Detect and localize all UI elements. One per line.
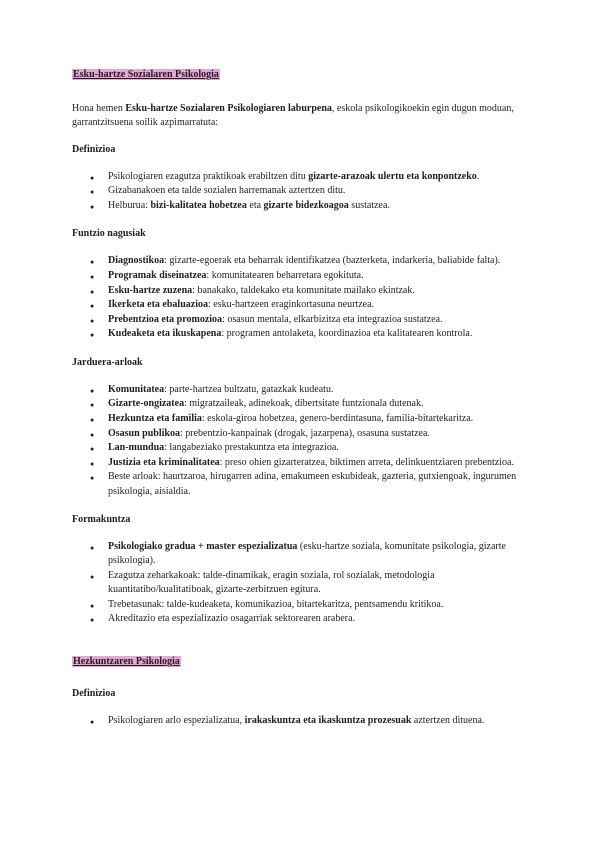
list-item: [72, 412, 532, 426]
text-run: : esku-hartzeen eraginkortasuna neurtzea.: [208, 299, 375, 311]
bold-text: Programak diseinatzea: [108, 270, 207, 281]
list-item: [72, 199, 532, 213]
text-run: Gizabanakoen eta talde sozialen harremanak aztertzen ditu.: [108, 185, 346, 197]
text-run: : komunitatearen beharretara egokituta.: [206, 270, 364, 281]
bullet-icon: ●: [90, 415, 95, 424]
bullet-icon: ●: [90, 430, 95, 439]
bullet-icon: ●: [90, 273, 95, 281]
highlighted-title: Esku-hartze Sozialaren Psikologia: [73, 69, 219, 80]
bullet-icon: ●: [90, 302, 95, 311]
bold-text: Ikerketa eta ebaluazioa: [108, 299, 208, 311]
text-run: : langabeziako prestakuntza eta integrazioa.: [164, 442, 339, 454]
list-item: [72, 456, 532, 470]
text-run: sustatzea.: [348, 200, 390, 211]
bullet-icon: ●: [90, 445, 95, 454]
text-run: aztertzen dituena.: [411, 715, 485, 727]
bullet-icon: ●: [90, 173, 95, 182]
subheading: Jarduera-arloak: [72, 356, 143, 368]
list-item: [72, 327, 532, 341]
text-run: Trebetasunak: talde-kudeaketa, komunikazioa, bitartekaritza, pentsamendu kritikoa.: [108, 598, 444, 610]
bold-text: Justizia eta kriminalitatea: [108, 456, 220, 468]
bullet-list: [72, 254, 532, 341]
section-title: [72, 68, 532, 82]
document-page: [72, 68, 532, 729]
text-run: Beste arloak: haurtzaroa, hirugarren adina, emakumeen eskubideak, gazteria, gutxiengoak, ingurumen psikologia, aisialdia.: [108, 471, 517, 497]
list-item: [72, 427, 532, 441]
text-run: : prebentzio-kanpainak (drogak, jazarpena), osasuna sustatzea.: [180, 427, 430, 439]
subheading: Funtzio nagusiak: [72, 228, 146, 240]
list-item: [72, 540, 532, 568]
bold-text: Gizarte-ongizatea: [108, 398, 185, 410]
text-run: (esku-hartze soziala, komunitate psikologia, gizarte psikologia).: [108, 540, 506, 567]
text-run: : osasun mentala, elkarbizitza eta integrazioa sustatzea.: [222, 313, 443, 325]
text-run: : migratzaileak, adinekoak, dibertsitate funtzionala dutenak.: [184, 398, 424, 410]
list-item: [72, 470, 532, 498]
list-item: [72, 441, 532, 455]
bold-text: gizarte bidezkoagoa: [263, 200, 349, 211]
bold-text: Esku-hartze zuzena: [108, 284, 193, 296]
text-run: : programen antolaketa, koordinazioa eta kalitatearen kontrola.: [221, 328, 473, 340]
bullet-icon: ●: [90, 203, 95, 211]
bold-text: Prebentzioa eta promozioa: [108, 313, 223, 325]
bullet-icon: ●: [90, 572, 95, 581]
bullet-list: [72, 714, 532, 728]
bullet-list: [72, 170, 532, 213]
list-item: [72, 714, 532, 728]
bullet-icon: ●: [90, 616, 95, 625]
bullet-icon: ●: [90, 331, 95, 340]
list-item: [72, 269, 532, 283]
list-item: [72, 612, 532, 626]
list-item: [72, 397, 532, 411]
bullet-icon: ●: [90, 258, 95, 267]
text-run: Akreditazio eta espezializazio osagarriak sektorearen arabera.: [108, 613, 356, 625]
text-run: : eskola-giroa hobetzea, genero-berdintasuna, familia-bitartekaritza.: [201, 412, 474, 424]
subheading: Definizioa: [72, 687, 116, 699]
subheading: Definizioa: [72, 143, 116, 155]
text-run: : gizarte-egoerak eta beharrak identifikatzea (bazterketa, indarkeria, baliabide falta).: [164, 255, 501, 267]
text-run: Psikologiaren ezagutza praktikoak erabiltzen ditu: [108, 170, 309, 182]
list-item: [72, 254, 532, 268]
bullet-icon: ●: [90, 401, 95, 410]
list-item: [72, 170, 532, 184]
bold-text: irakaskuntza eta ikaskuntza prozesuak: [244, 715, 412, 727]
text-run: eta: [246, 200, 264, 211]
list-item: [72, 184, 532, 198]
text-run: Helburua:: [108, 200, 151, 211]
list-item: [72, 284, 532, 298]
bullet-icon: ●: [90, 188, 95, 197]
bold-text: Komunitatea: [108, 383, 165, 395]
text-run: Hona hemen: [72, 103, 126, 115]
bullet-icon: ●: [90, 316, 95, 325]
list-item: [72, 313, 532, 327]
section-1-groups: [72, 143, 532, 627]
bold-text: Hezkuntza eta familia: [108, 412, 202, 424]
bullet-icon: ●: [90, 718, 95, 727]
text-run: .: [476, 170, 480, 182]
bold-text: bizi-kalitatea hobetzea: [150, 200, 247, 211]
text-run: , eskola psikologikoekin egin dugun moduan, garrantzitsuena soilik azpimarratuta:: [72, 103, 514, 129]
bold-text: Osasun publikoa: [108, 427, 180, 439]
list-item: [72, 383, 532, 397]
bold-text: Kudeaketa eta ikuskapena: [108, 328, 222, 340]
text-run: : banakako, taldekako eta komunitate mailako ekintzak.: [192, 284, 415, 296]
text-run: Ezagutza zeharkakoak: talde-dinamikak, eragin soziala, rol sozialak, metodologia kuantitatibo/kualitatiboak, gizarte-zerbitzuen egitura.: [108, 569, 435, 595]
bold-text: Lan-mundua: [108, 442, 165, 454]
bold-text: Psikologiako gradua + master espezializatua: [108, 540, 298, 552]
section-2-groups: [72, 687, 532, 728]
text-run: : preso ohien gizarteratzea, biktimen arreta, delinkuentziaren prebentzioa.: [219, 456, 514, 468]
list-item: [72, 598, 532, 612]
subheading: Formakuntza: [72, 513, 131, 525]
bullet-icon: ●: [90, 474, 95, 483]
bullet-icon: ●: [90, 459, 95, 468]
list-item: [72, 569, 532, 597]
bullet-icon: ●: [90, 601, 95, 610]
bold-text: Esku-hartze Sozialaren Psikologiaren laburpena: [125, 103, 332, 115]
bullet-icon: ●: [90, 287, 95, 296]
highlighted-title: Hezkuntzaren Psikologia: [73, 655, 180, 667]
list-item: [72, 298, 532, 312]
bullet-icon: ●: [90, 386, 95, 395]
text-run: Psikologiaren arlo espezializatua,: [108, 715, 245, 727]
bullet-icon: ●: [90, 543, 95, 552]
bold-text: gizarte-arazoak ulertu eta konpontzeko: [308, 170, 477, 182]
intro-paragraph: [72, 102, 532, 130]
bold-text: Diagnostikoa: [108, 255, 165, 267]
text-run: : parte-hartzea bultzatu, gatazkak kudeatu.: [164, 383, 334, 395]
section-title: [72, 655, 532, 669]
bullet-list: [72, 540, 532, 626]
bullet-list: [72, 383, 532, 499]
